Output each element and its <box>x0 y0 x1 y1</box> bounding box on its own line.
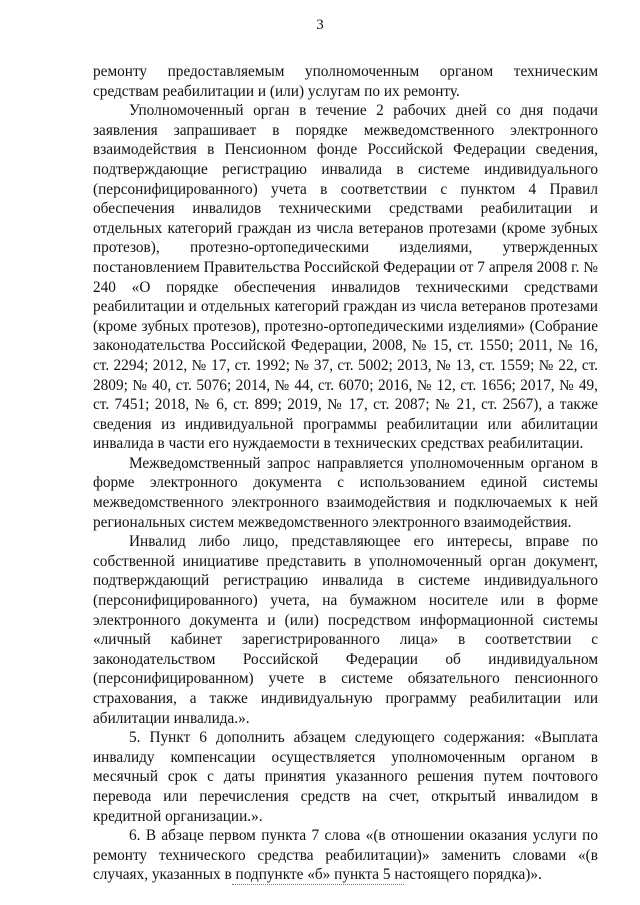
paragraph-item-5: 5. Пункт 6 дополнить абзацем следующего содержания: «Выплата инвалиду компенсации осуществляется уполномоченным органом в месячный срок с даты принятия указанного решения путем почтового перевода или перечисления средств на счет, открытый инвалидом в кредитной организации.». <box>93 729 598 825</box>
paragraph-item-6: 6. В абзаце первом пункта 7 слова «(в отношении оказания услуги по ремонту технического средства реабилитации)» заменить словами «(в случаях, указанных в подпункте «б» пункта 5 настоящего порядка)». <box>93 827 598 884</box>
page-number: 3 <box>316 17 324 33</box>
bottom-divider <box>232 884 404 885</box>
paragraph-interagency-request: Межведомственный запрос направляется уполномоченным органом в форме электронного документа с использованием единой системы межведомственного электронного взаимодействия и подключаемых к ней региональных систем межведомственного электронного взаимодействия. <box>93 454 598 531</box>
paragraph-disabled-initiative: Инвалид либо лицо, представляющее его интересы, вправе по собственной инициативе представить в уполномоченный орган документ, подтверждающий регистрацию инвалида в системе индивидуального (персонифицированного) учета, на бумажном носителе или в форме электронного документа и (или) посредством информационной системы «личный кабинет зарегистрированного лица» в соответствии с законодательством Российской Федерации об индивидуальном (персонифицированном) учете в системе обязательного пенсионного страхования, а также индивидуальную программу реабилитации или абилитации инвалида.». <box>93 533 598 727</box>
paragraph-request-procedure: Уполномоченный орган в течение 2 рабочих дней со дня подачи заявления запрашивает в порядке межведомственного электронного взаимодействия в Пенсионном фонде Российской Федерации сведения, подтверждающие регистрацию инвалида в системе индивидуального (персонифицированного) учета в соответствии с пунктом 4 Правил обеспечения инвалидов техническими средствами реабилитации и отдельных категорий граждан из числа ветеранов протезами (кроме зубных протезов), протезно-ортопедическими изделиями, утвержденных постановлением Правительства Российской Федерации от 7 апреля 2008 г. № 240 «О порядке обеспечения инвалидов техническими средствами реабилитации и отдельных категорий граждан из числа ветеранов протезами (кроме зубных протезов), протезно-ортопедическими изделиями» (Собрание законодательства Российской Федерации, 2008, № 15, ст. 1550; 2011, № 16, ст. 2294; 2012, № 17, ст. 1992; № 37, ст. 5002; 2013, № 13, ст. 1559; № 22, ст. 2809; № 40, ст. 5076; 2014, № 44, ст. 6070; 2016, № 12, ст. 1656; 2017, № 49, ст. 7451; 2018, № 6, ст. 899; 2019, № 17, ст. 2087; № 21, ст. 2567), а также сведения из индивидуальной программы реабилитации или абилитации инвалида в части его нуждаемости в технических средствах реабилитации. <box>93 102 598 453</box>
document-body <box>93 62 598 885</box>
paragraph-continuation: ремонту предоставляемым уполномоченным органом техническим средствам реабилитации и (или) услугам по их ремонту. <box>93 63 598 100</box>
